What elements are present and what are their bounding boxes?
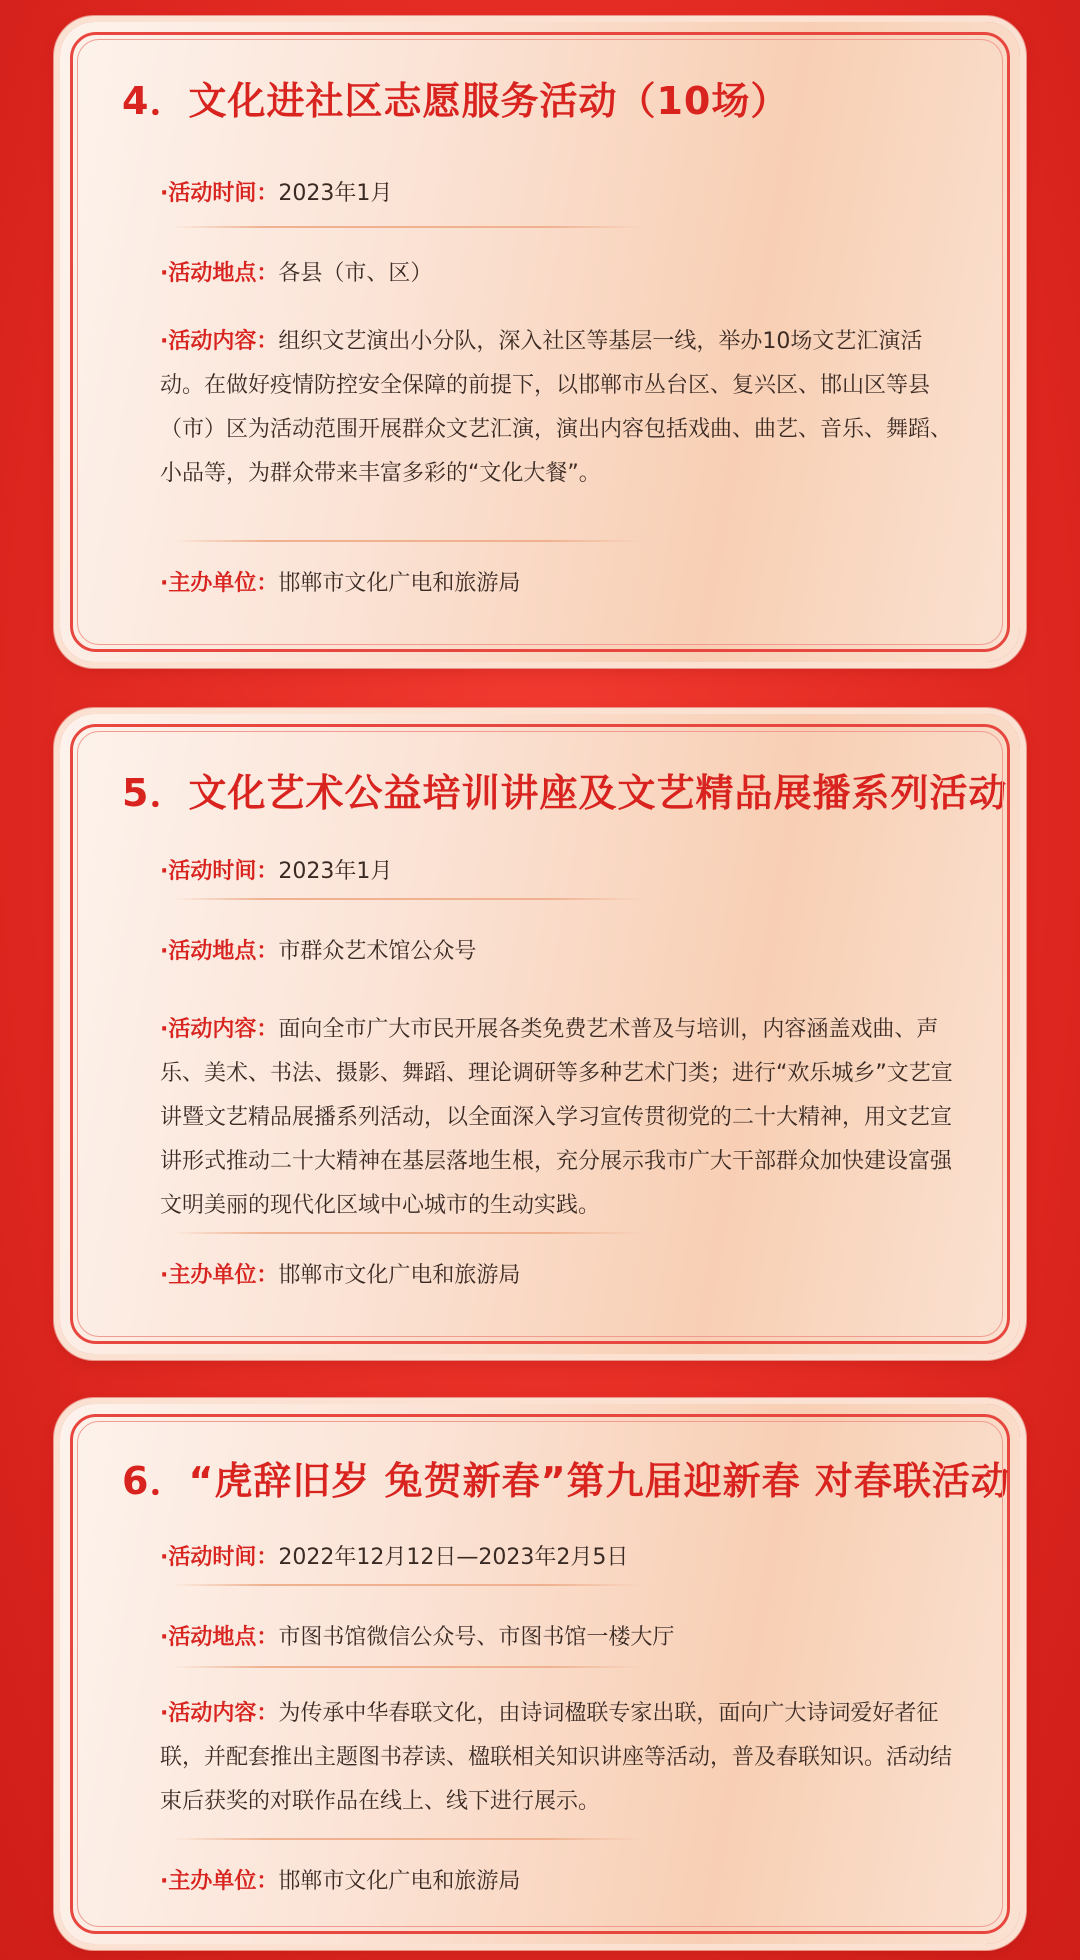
content-value: 面向全市广大市民开展各类免费艺术普及与培训，内容涵盖戏曲、声乐、美术、书法、摄影、舞蹈、理论调研等多种艺术门类；进行“欢乐城乡”文艺宣讲暨文艺精品展播系列活动，以全面深入学习宣传贯彻党的二十大精神，用文艺宣讲形式推动二十大精神在基层落地生根，充分展示我市广大干部群众加快建设富强文明美丽的现代化区域中心城市的生动实践。: [160, 1017, 953, 1218]
org-row: [160, 1860, 964, 1904]
divider: [172, 1666, 642, 1668]
divider: [172, 1838, 642, 1840]
content-label: ·活动内容：: [160, 1017, 279, 1042]
content-label: ·活动内容：: [160, 329, 279, 354]
card-title: 5．文化艺术公益培训讲座及文艺精品展播系列活动: [122, 771, 1008, 815]
place-value: 市群众艺术馆公众号: [278, 939, 477, 964]
activity-card-4: [60, 22, 1020, 662]
content-value: 组织文艺演出小分队，深入社区等基层一线，举办10场文艺汇演活动。在做好疫情防控安全保障的前提下，以邯郸市丛台区、复兴区、邯山区等县（市）区为活动范围开展群众文艺汇演，演出内容包括戏曲、曲艺、音乐、舞蹈、小品等，为群众带来丰富多彩的“文化大餐”。: [160, 329, 953, 486]
org-label: ·主办单位：: [160, 1869, 279, 1894]
place-label: ·活动地点：: [160, 1625, 279, 1650]
content-row: [160, 320, 964, 496]
place-value: 市图书馆微信公众号、市图书馆一楼大厅: [278, 1625, 675, 1650]
divider: [172, 1232, 642, 1234]
org-row: [160, 1254, 964, 1298]
place-row: [160, 252, 964, 296]
org-label: ·主办单位：: [160, 1263, 279, 1288]
time-label: ·活动时间：: [160, 859, 279, 884]
content-label: ·活动内容：: [160, 1701, 279, 1726]
place-value: 各县（市、区）: [278, 261, 433, 286]
org-label: ·主办单位：: [160, 571, 279, 596]
time-row: [160, 172, 964, 216]
time-label: ·活动时间：: [160, 1545, 279, 1570]
time-row: [160, 850, 964, 894]
activity-card-6: [60, 1404, 1020, 1944]
place-label: ·活动地点：: [160, 939, 279, 964]
org-value: 邯郸市文化广电和旅游局: [278, 1869, 521, 1894]
time-value: 2023年1月: [278, 859, 393, 884]
place-label: ·活动地点：: [160, 261, 279, 286]
card-title: 4．文化进社区志愿服务活动（10场）: [122, 79, 790, 123]
divider: [172, 540, 642, 542]
content-row: [160, 1692, 964, 1824]
time-row: [160, 1536, 964, 1580]
time-label: ·活动时间：: [160, 181, 279, 206]
content-row: [160, 1008, 964, 1228]
card-title: 6．“虎辞旧岁 兔贺新春”第九届迎新春 对春联活动: [122, 1459, 1010, 1503]
content-value: 为传承中华春联文化，由诗词楹联专家出联，面向广大诗词爱好者征联，并配套推出主题图书荐读、楹联相关知识讲座等活动，普及春联知识。活动结束后获奖的对联作品在线上、线下进行展示。: [160, 1701, 953, 1814]
time-value: 2022年12月12日—2023年2月5日: [278, 1545, 629, 1570]
divider: [172, 898, 642, 900]
divider: [172, 226, 642, 228]
time-value: 2023年1月: [278, 181, 393, 206]
place-row: [160, 1616, 964, 1660]
org-value: 邯郸市文化广电和旅游局: [278, 1263, 521, 1288]
activity-card-5: [60, 714, 1020, 1354]
org-row: [160, 562, 964, 606]
divider: [172, 1584, 642, 1586]
org-value: 邯郸市文化广电和旅游局: [278, 571, 521, 596]
place-row: [160, 930, 964, 974]
